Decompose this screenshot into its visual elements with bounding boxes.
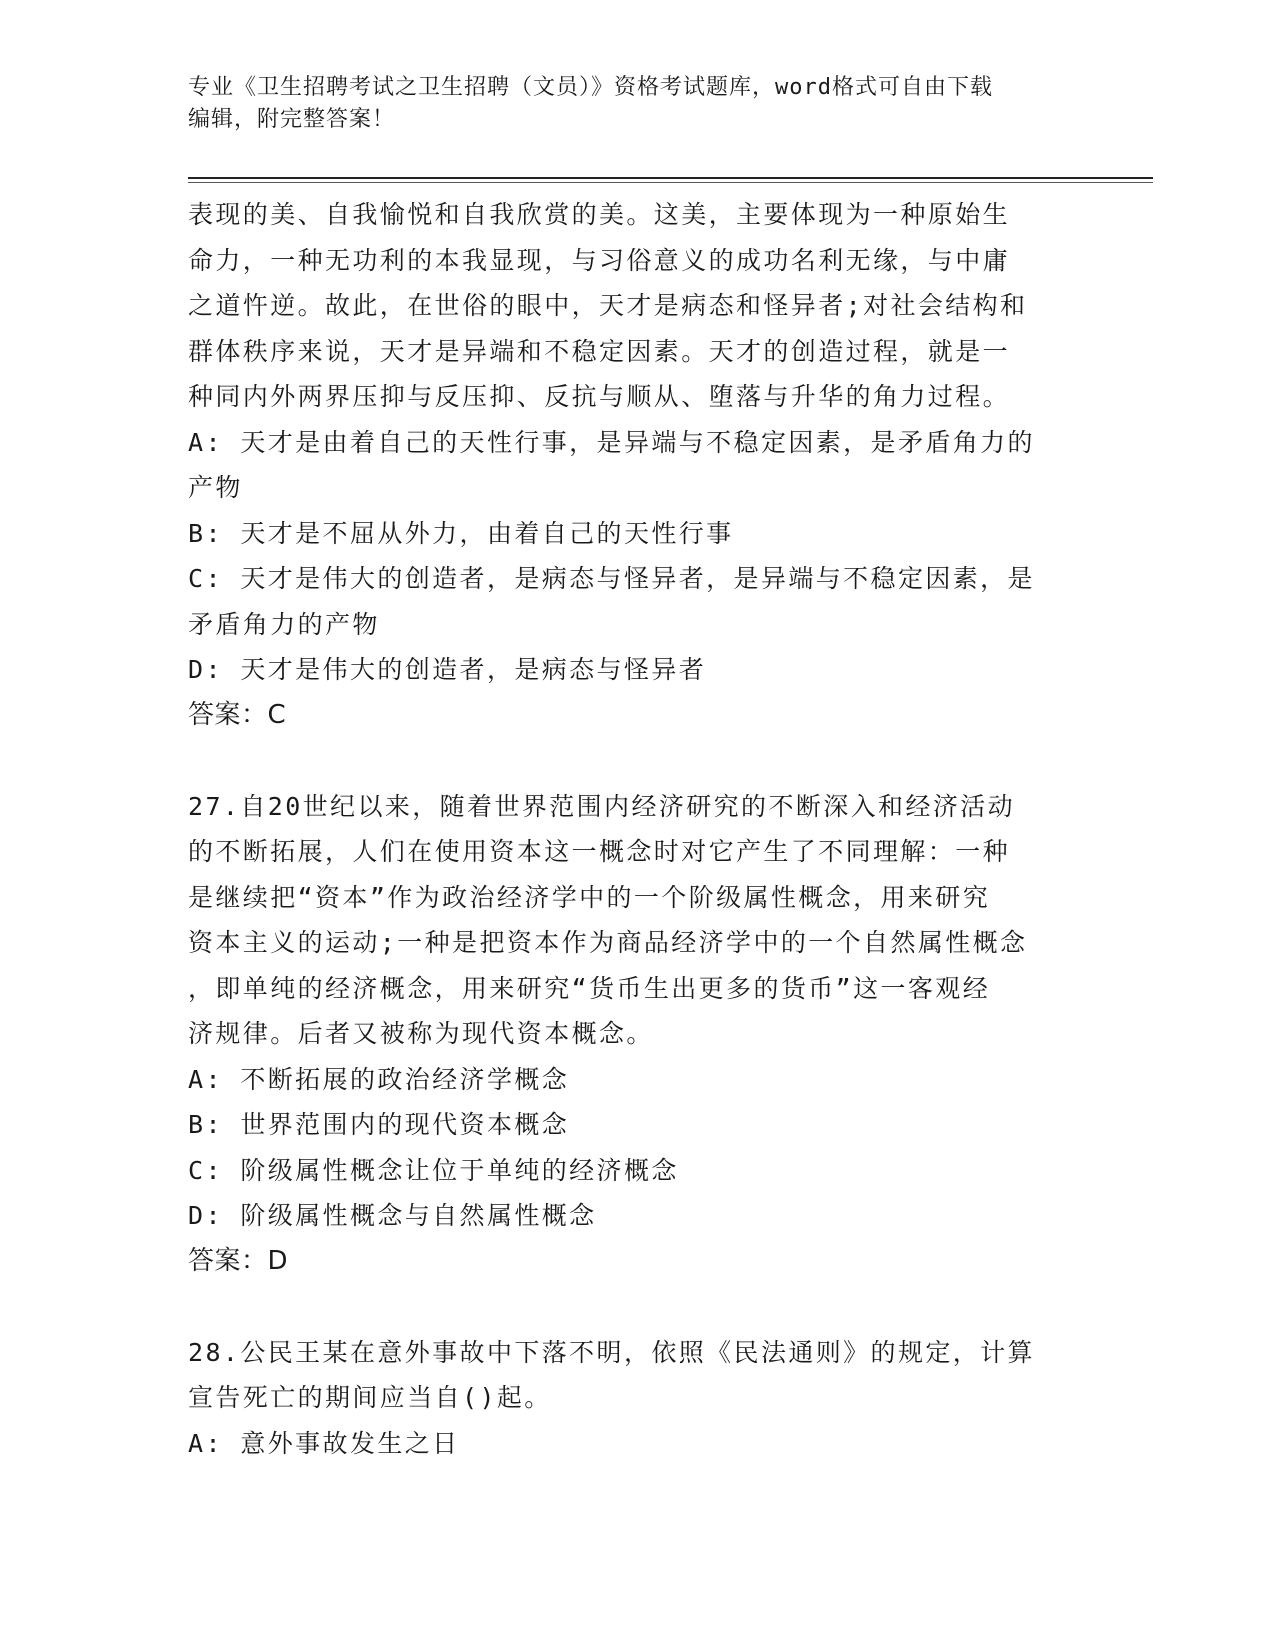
option-c-continued: 矛盾角力的产物 [188, 609, 380, 639]
option-c: C: 天才是伟大的创造者，是病态与怪异者，是异端与不稳定因素，是 [188, 564, 1035, 593]
header-rule-thin [188, 182, 1153, 183]
question-line: 资本主义的运动;一种是把资本作为商品经济学中的一个自然属性概念 [188, 928, 1028, 957]
option-a: A: 不断拓展的政治经济学概念 [188, 1064, 570, 1094]
question-line: 济规律。后者又被称为现代资本概念。 [188, 1019, 654, 1048]
passage-line: 之道忤逆。故此，在世俗的眼中，天才是病态和怪异者;对社会结构和 [188, 291, 1028, 320]
answer-label: 答案：C [188, 699, 287, 730]
option-a: A: 意外事故发生之日 [188, 1428, 460, 1458]
question-line: 27.自20世纪以来，随着世界范围内经济研究的不断深入和经济活动 [188, 791, 1016, 821]
question-27 [188, 784, 1088, 1285]
option-b: B: 世界范围内的现代资本概念 [188, 1110, 570, 1139]
spacer [188, 738, 1088, 784]
question-line: 28.公民王某在意外事故中下落不明，依照《民法通则》的规定，计算 [188, 1337, 1035, 1367]
question-line: 宣告死亡的期间应当自()起。 [188, 1383, 552, 1412]
option-b: B: 天才是不屈从外力，由着自己的天性行事 [188, 518, 734, 548]
option-d: D: 阶级属性概念与自然属性概念 [188, 1201, 597, 1230]
question-28 [188, 1330, 1088, 1467]
passage-line: 表现的美、自我愉悦和自我欣赏的美。这美，主要体现为一种原始生 [188, 200, 1011, 229]
question-line: 是继续把“资本”作为政治经济学中的一个阶级属性概念，用来研究 [188, 882, 991, 912]
option-d: D: 天才是伟大的创造者，是病态与怪异者 [188, 655, 707, 684]
option-a: A: 天才是由着自己的天性行事，是异端与不稳定因素，是矛盾角力的 [188, 427, 1035, 457]
passage-line: 命力，一种无功利的本我显现，与习俗意义的成功名利无缘，与中庸 [188, 245, 1011, 275]
header-line-2: 编辑，附完整答案！ [188, 107, 396, 132]
option-a-continued: 产物 [188, 473, 243, 502]
question-line: ，即单纯的经济概念，用来研究“货币生出更多的货币”这一客观经 [188, 973, 991, 1003]
passage-line: 群体秩序来说，天才是异端和不稳定因素。天才的创造过程，就是一 [188, 336, 1011, 366]
question-line: 的不断拓展，人们在使用资本这一概念时对它产生了不同理解：一种 [188, 837, 1011, 866]
passage-line: 种同内外两界压抑与反压抑、反抗与顺从、堕落与升华的角力过程。 [188, 382, 1011, 411]
spacer [188, 1284, 1088, 1330]
page-header [188, 72, 1068, 136]
header-rule-thick [188, 177, 1153, 179]
header-line-1: 专业《卫生招聘考试之卫生招聘（文员）》资格考试题库，word格式可自由下载 [188, 75, 993, 100]
document-body [188, 192, 1088, 1466]
question-26-continued [188, 192, 1088, 738]
option-c: C: 阶级属性概念让位于单纯的经济概念 [188, 1155, 679, 1185]
answer-label: 答案：D [188, 1245, 289, 1276]
